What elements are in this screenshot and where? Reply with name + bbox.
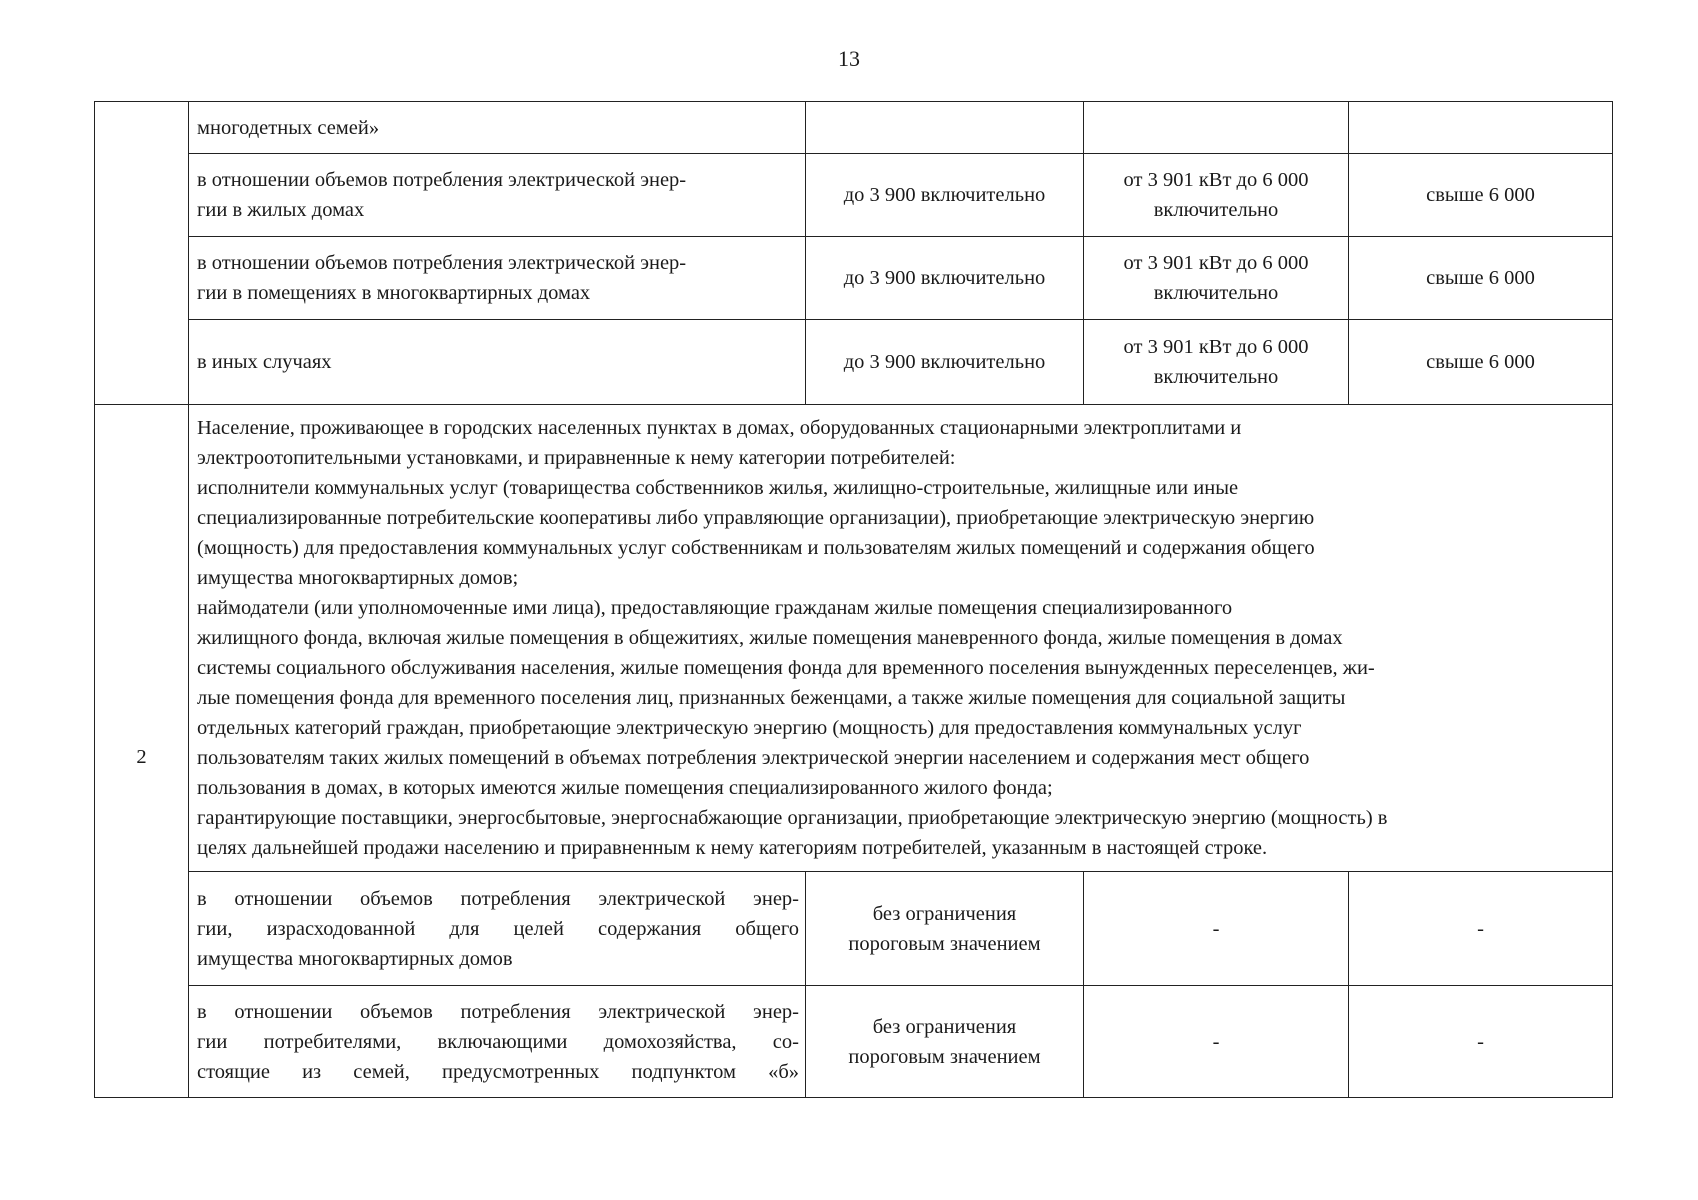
description-line: в отношении объемов потребления электрической энер-: [197, 169, 687, 191]
threshold-line: включительно: [1153, 199, 1279, 221]
table-row: [95, 102, 1613, 154]
description-line: гии в помещениях в многоквартирных домах: [197, 282, 591, 304]
table-row: [95, 986, 1613, 1098]
section-2-line: системы социального обслуживания населения, жилые помещения фонда для временного поселения вынужденных переселенцев, жи-: [197, 657, 1375, 679]
row-number-cell: 2: [95, 405, 189, 1098]
description-line: гии в жилых домах: [197, 199, 365, 221]
row-description: в иных случаях: [189, 320, 806, 405]
section-2-line: электроотопительными установками, и приравненные к нему категории потребителей:: [197, 447, 956, 469]
row-description: [189, 237, 806, 320]
threshold-cell-3: свыше 6 000: [1349, 237, 1613, 320]
threshold-cell-1: до 3 900 включительно: [806, 237, 1084, 320]
description-line: гии потребителями, включающими домохозяйства, со-: [197, 1030, 799, 1053]
section-2-description: [189, 405, 1613, 872]
row-description: [189, 154, 806, 237]
section-2-line: пользователям таких жилых помещений в объемах потребления электрической энергии населением и содержания мест общего: [197, 747, 1310, 769]
section-2-line: наймодатели (или уполномоченные ими лица), предоставляющие гражданам жилые помещения специализированного: [197, 597, 1233, 619]
section-2-line: специализированные потребительские кооперативы либо управляющие организации), приобретающие электрическую энергию: [197, 507, 1315, 529]
threshold-cell-1: [806, 872, 1084, 986]
threshold-cell-1: до 3 900 включительно: [806, 154, 1084, 237]
threshold-line: без ограничения: [872, 1015, 1017, 1038]
tariff-table: [94, 101, 1613, 1098]
description-line: в отношении объемов потребления электрической энер-: [197, 887, 799, 910]
section-2-line: целях дальнейшей продажи населению и приравненным к нему категориям потребителей, указанным в настоящей строке.: [197, 837, 1268, 859]
threshold-line: включительно: [1153, 282, 1279, 304]
threshold-cell-2: [1084, 237, 1349, 320]
description-line: стоящие из семей, предусмотренных подпунктом «б»: [197, 1060, 799, 1083]
section-2-line: имущества многоквартирных домов;: [197, 567, 519, 589]
threshold-cell-3: -: [1349, 986, 1613, 1098]
row-description: [189, 986, 806, 1098]
row-description: многодетных семей»: [189, 102, 806, 154]
threshold-cell-1: [806, 102, 1084, 154]
threshold-cell-3: свыше 6 000: [1349, 320, 1613, 405]
table-row: [95, 237, 1613, 320]
section-2-line: лые помещения фонда для временного поселения лиц, признанных беженцами, а также жилые помещения для социальной защиты: [197, 687, 1346, 709]
page-number: 13: [838, 46, 860, 71]
section-2-line: пользования в домах, в которых имеются жилые помещения специализированного жилого фонда;: [197, 777, 1053, 799]
threshold-cell-2: [1084, 320, 1349, 405]
section-2-line: отдельных категорий граждан, приобретающие электрическую энергию (мощность) для предоставления коммунальных услуг: [197, 717, 1302, 739]
threshold-cell-3: [1349, 102, 1613, 154]
threshold-cell-1: [806, 986, 1084, 1098]
row-number-cell: [95, 102, 189, 405]
threshold-line: включительно: [1153, 366, 1279, 388]
threshold-line: без ограничения: [872, 902, 1017, 925]
description-line: в отношении объемов потребления электрической энер-: [197, 252, 687, 274]
threshold-line: от 3 901 кВт до 6 000: [1123, 169, 1309, 191]
section-2-line: гарантирующие поставщики, энергосбытовые, энергоснабжающие организации, приобретающие электрическую энергию (мощность) в: [197, 807, 1388, 829]
threshold-line: от 3 901 кВт до 6 000: [1123, 336, 1309, 358]
row-description: [189, 872, 806, 986]
threshold-line: от 3 901 кВт до 6 000: [1123, 252, 1309, 274]
threshold-cell-2: -: [1084, 986, 1349, 1098]
section-2-line: исполнители коммунальных услуг (товарищества собственников жилья, жилищно-строительные, жилищные или иные: [197, 477, 1239, 499]
threshold-cell-2: [1084, 102, 1349, 154]
threshold-cell-2: -: [1084, 872, 1349, 986]
table-row: [95, 154, 1613, 237]
table-row: [95, 872, 1613, 986]
section-2-line: (мощность) для предоставления коммунальных услуг собственникам и пользователям жилых помещений и содержания общего: [197, 537, 1315, 559]
threshold-cell-3: -: [1349, 872, 1613, 986]
threshold-cell-1: до 3 900 включительно: [806, 320, 1084, 405]
threshold-line: пороговым значением: [848, 932, 1041, 955]
threshold-line: пороговым значением: [848, 1045, 1041, 1068]
section-2-row: [95, 405, 1613, 872]
section-2-line: Население, проживающее в городских населенных пунктах в домах, оборудованных стационарными электроплитами и: [197, 417, 1242, 439]
table-row: [95, 320, 1613, 405]
description-line: в отношении объемов потребления электрической энер-: [197, 1000, 799, 1023]
threshold-cell-2: [1084, 154, 1349, 237]
threshold-cell-3: свыше 6 000: [1349, 154, 1613, 237]
description-line: гии, израсходованной для целей содержания общего: [197, 917, 799, 940]
section-2-line: жилищного фонда, включая жилые помещения в общежитиях, жилые помещения маневренного фонда, жилые помещения в домах: [197, 627, 1343, 649]
description-line: имущества многоквартирных домов: [197, 947, 513, 970]
